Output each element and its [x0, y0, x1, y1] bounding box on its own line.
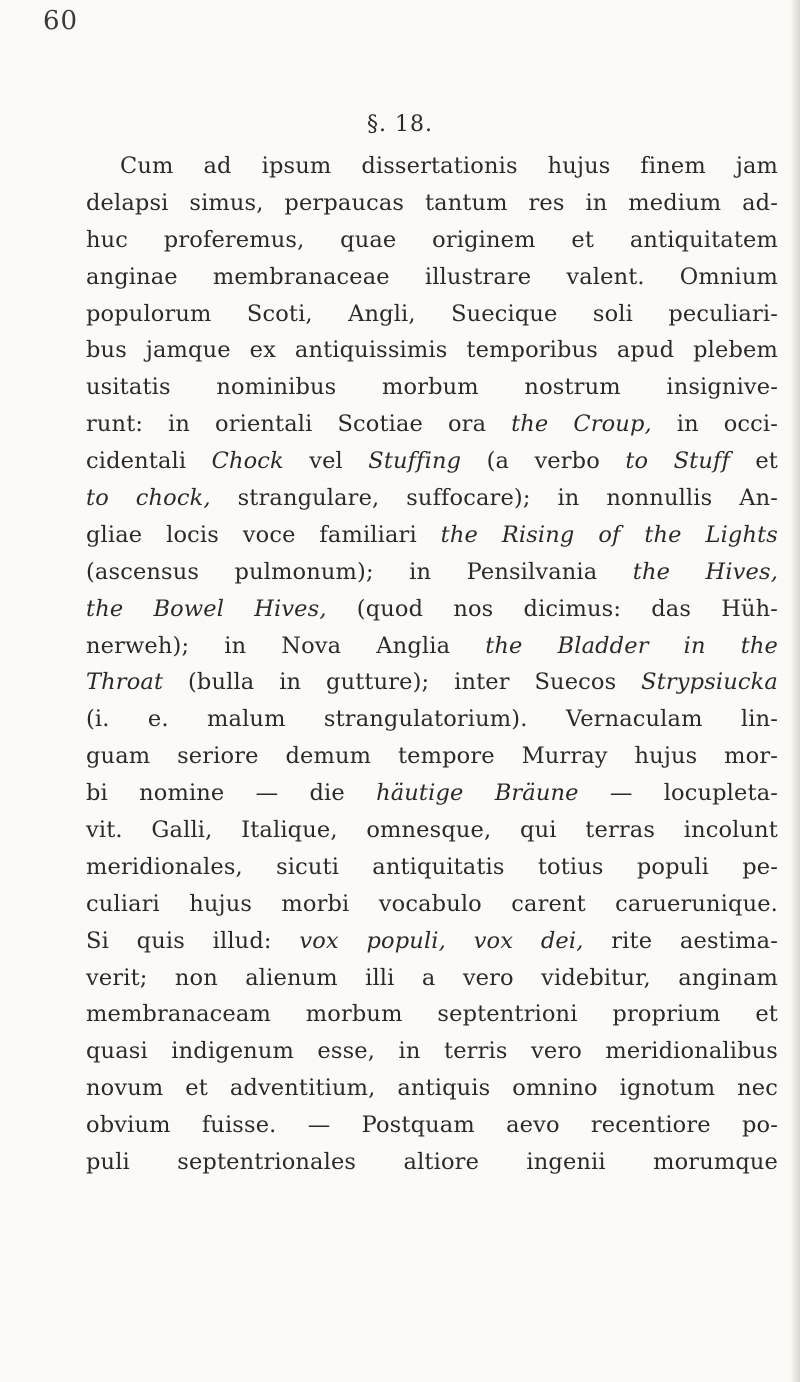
text-segment: (a verbo [461, 448, 626, 475]
text-line [86, 1033, 778, 1070]
text-line [86, 996, 778, 1033]
text-line [86, 554, 778, 591]
italic-term: the Bowel Hives, [86, 595, 327, 622]
text-line [86, 738, 778, 775]
text-segment: obvium fuisse. — Postquam aevo recentiore po- [86, 1112, 778, 1139]
text-segment: novum et adventitium, antiquis omnino ignotum nec [86, 1075, 778, 1102]
text-line [86, 1070, 778, 1107]
text-line [86, 1107, 778, 1144]
text-line [86, 369, 778, 406]
text-segment: bi nomine — die [86, 780, 377, 807]
text-segment: — locupleta- [578, 780, 779, 807]
text-segment: Si quis illud: [86, 927, 300, 954]
italic-term: the Croup, [511, 411, 652, 438]
text-segment: (ascensus pulmonum); in Pensilvania [86, 558, 633, 585]
text-line [86, 628, 778, 665]
text-segment: (bulla in gutture); inter Suecos [163, 669, 642, 696]
text-segment: delapsi simus, perpaucas tantum res in medium ad- [86, 189, 778, 216]
text-line [86, 185, 778, 222]
text-segment: rite aestima- [583, 927, 778, 954]
text-segment: cidentali [86, 448, 212, 475]
section-heading: §. 18. [367, 112, 433, 137]
text-segment: vit. Galli, Italique, omnesque, qui terras incolunt [86, 817, 778, 844]
text-line [86, 406, 778, 443]
text-segment: usitatis nominibus morbum nostrum insignive- [86, 374, 778, 401]
text-line [86, 664, 778, 701]
text-segment: huc proferemus, quae originem et antiquitatem [86, 226, 778, 253]
text-line [86, 775, 778, 812]
italic-term: Chock [211, 448, 284, 475]
text-line [86, 148, 778, 185]
text-segment: nerweh); in Nova Anglia [86, 632, 486, 659]
text-line [86, 1144, 778, 1181]
italic-term: häutige Bräune [376, 780, 579, 807]
text-segment: gliae locis voce familiari [86, 521, 441, 548]
text-line [86, 849, 778, 886]
italic-term: the Bladder in the [485, 632, 778, 659]
text-segment: meridionales, sicuti antiquitatis totius populi pe- [86, 853, 778, 880]
text-line [86, 259, 778, 296]
text-segment: quasi indigenum esse, in terris vero meridionalibus [86, 1038, 778, 1065]
italic-term: the Rising of the Lights [440, 521, 778, 548]
text-line [86, 296, 778, 333]
text-line [86, 480, 778, 517]
text-segment: culiari hujus morbi vocabulo carent caruerunique. [86, 890, 778, 917]
italic-term: Stuffing [368, 448, 462, 475]
italic-term: to Stuff [625, 448, 730, 475]
text-line [86, 960, 778, 997]
text-line [86, 701, 778, 738]
text-segment: vel [283, 448, 369, 475]
text-segment: strangulare, suffocare); in nonnullis An- [210, 485, 778, 512]
text-line [86, 332, 778, 369]
body-text [86, 148, 778, 1181]
italic-term: Throat [86, 669, 164, 696]
italic-term: Strypsiucka [641, 669, 778, 696]
text-segment: membranaceam morbum septentrioni proprium et [86, 1001, 778, 1028]
text-segment: populorum Scoti, Angli, Suecique soli peculiari- [86, 300, 778, 327]
text-line [86, 591, 778, 628]
italic-term: to chock, [86, 485, 211, 512]
italic-term: the Hives, [632, 558, 778, 585]
text-segment: guam seriore demum tempore Murray hujus mor- [86, 743, 778, 770]
text-segment: (quod nos dicimus: das Hüh- [326, 595, 778, 622]
text-segment: verit; non alienum illi a vero videbitur, anginam [86, 964, 778, 991]
page-number: 60 [43, 6, 79, 36]
text-segment: runt: in orientali Scotiae ora [86, 411, 512, 438]
text-line [86, 886, 778, 923]
text-segment: in occi- [651, 411, 778, 438]
italic-term: vox populi, vox dei, [299, 927, 584, 954]
text-segment: puli septentrionales altiore ingenii morumque [86, 1149, 778, 1176]
page-edge-shadow [790, 0, 800, 1382]
text-segment: (i. e. malum strangulatorium). Vernaculam lin- [86, 706, 778, 733]
text-line [86, 222, 778, 259]
text-line [86, 812, 778, 849]
text-segment: et [729, 448, 778, 475]
text-segment: Cum ad ipsum dissertationis hujus finem jam [120, 153, 778, 179]
text-line [86, 517, 778, 554]
text-line [86, 443, 778, 480]
text-line [86, 923, 778, 960]
text-segment: anginae membranaceae illustrare valent. Omnium [86, 263, 778, 290]
text-segment: bus jamque ex antiquissimis temporibus apud plebem [86, 337, 778, 364]
